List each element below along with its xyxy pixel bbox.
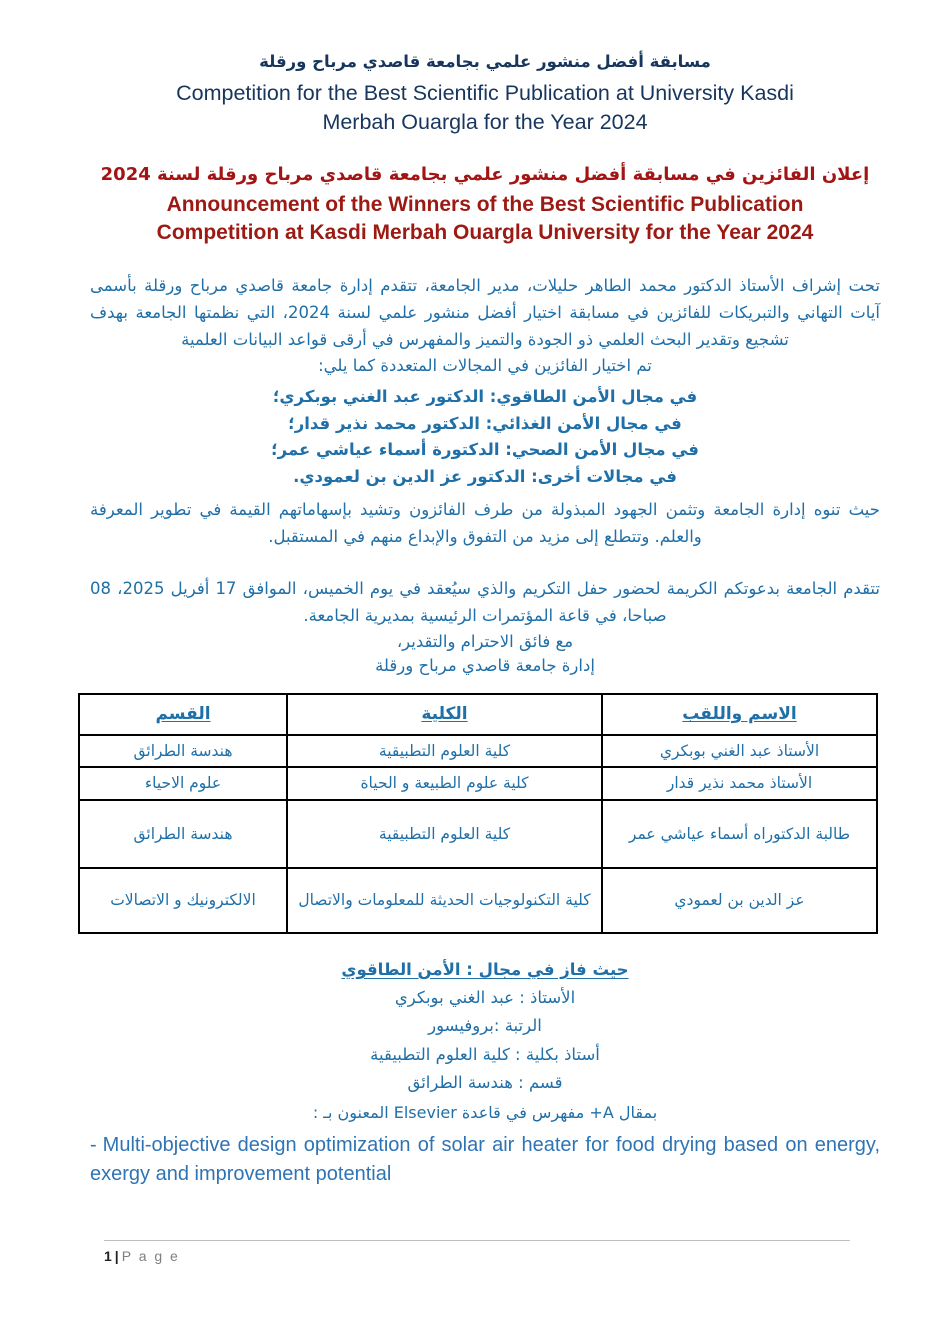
- footer-page-number: 1: [104, 1248, 112, 1264]
- article-bullet: -: [90, 1133, 97, 1156]
- table-row: [79, 735, 877, 767]
- cell-faculty: كلية علوم الطبيعة و الحياة: [287, 767, 602, 799]
- cell-name: الأستاذ محمد نذير قدار: [602, 767, 877, 799]
- announcement-arabic: إعلان الفائزين في مسابقة أفضل منشور علمي بجامعة قاصدي مرباح ورقلة لسنة 2024: [100, 163, 870, 185]
- cell-faculty: كلية التكنولوجيات الحديثة للمعلومات والاتصال: [287, 868, 602, 933]
- table-row: [79, 868, 877, 933]
- table-header-name: [602, 694, 877, 735]
- winner-detail-heading: حيث فاز في مجال : الأمن الطاقوي: [341, 959, 629, 979]
- cell-name: الأستاذ عبد الغني بوبكري: [602, 735, 877, 767]
- table-header-department: [79, 694, 287, 735]
- announcement-english: [90, 191, 880, 248]
- cell-name: عز الدين بن لعمودي: [602, 868, 877, 933]
- cell-faculty: كلية العلوم التطبيقية: [287, 735, 602, 767]
- announcement-english-line2: Competition at Kasdi Merbah Ouargla University for the Year 2024: [156, 221, 814, 245]
- table-header-row-group: [79, 694, 877, 735]
- announcement-heading: [90, 162, 880, 248]
- selection-line: تم اختيار الفائزين في المجالات المتعددة كما يلي:: [318, 356, 652, 376]
- table-header-department-label: القسم: [155, 704, 211, 725]
- winner-detail-professor: الأستاذ : عبد الغني بوبكري: [394, 987, 576, 1007]
- winner-field-energy: في مجال الأمن الطاقوي: الدكتور عبد الغني بوبكري؛: [272, 386, 698, 406]
- closing-line: مع فائق الاحترام والتقدير،: [396, 631, 574, 651]
- footer-divider: [104, 1240, 850, 1241]
- title-arabic: مسابقة أفضل منشور علمي بجامعة قاصدي مرباح ورقلة: [259, 52, 711, 71]
- winner-detail-faculty: أستاذ بكلية : كلية العلوم التطبيقية: [370, 1044, 600, 1064]
- winner-detail-department: قسم : هندسة الطرائق: [407, 1072, 563, 1092]
- title-english: [90, 79, 880, 137]
- winners-list: [90, 384, 880, 491]
- cell-faculty: كلية العلوم التطبيقية: [287, 800, 602, 868]
- cell-department: علوم الاحياء: [79, 767, 287, 799]
- table-header-name-label: الاسم واللقب: [682, 704, 797, 725]
- winner-field-food: في مجال الأمن الغذائي: الدكتور محمد نذير قدار؛: [288, 413, 682, 433]
- footer-page-indicator: [104, 1248, 850, 1264]
- winner-detail-block: [90, 956, 880, 1189]
- publication-note: بمقال A+ مفهرس في قاعدة Elsevier المعنون بـ :: [312, 1103, 658, 1123]
- announcement-english-line1: Announcement of the Winners of the Best Scientific Publication: [166, 192, 804, 216]
- article-title-text: Multi-objective design optimization of solar air heater for food drying based on energy, exergy and improvement potential: [90, 1133, 880, 1185]
- table-header-faculty-label: الكلية: [421, 704, 468, 725]
- article-title-block: [90, 1131, 880, 1189]
- footer-separator: |: [114, 1248, 119, 1264]
- title-english-line1: Competition for the Best Scientific Publication at University Kasdi: [176, 80, 794, 105]
- winners-table: [78, 693, 878, 934]
- table-body: [79, 735, 877, 933]
- footer-page-label: P a g e: [121, 1248, 180, 1264]
- table-row: [79, 800, 877, 868]
- winners-table-container: [78, 693, 876, 934]
- table-header-faculty: [287, 694, 602, 735]
- cell-department: هندسة الطرائق: [79, 800, 287, 868]
- winner-field-other: في مجالات أخرى: الدكتور عز الدين بن لعمودي.: [293, 467, 677, 487]
- cell-name: طالبة الدكتوراه أسماء عياشي عمر: [602, 800, 877, 868]
- cell-department: الالكترونيك و الاتصالات: [79, 868, 287, 933]
- page-content: [90, 0, 880, 1189]
- intro-paragraph: تحت إشراف الأستاذ الدكتور محمد الطاهر حليلات، مدير الجامعة، تتقدم إدارة جامعة قاصدي مرباح ورقلة بأسمى آيات التهاني والتبريكات للفائزين في مسابقة اختيار أفضل منشور علمي لسنة 2024، التي نظمتها الجامعة بهدف تشجيع وتقدير البحث العلمي ذو الجودة والتميز والمفهرس في أرقى قواعد البيانات العلمية: [90, 275, 880, 349]
- winner-field-health: في مجال الأمن الصحي: الدكتورة أسماء عياشي عمر؛: [271, 440, 699, 460]
- title-english-line2: Merbah Ouargla for the Year 2024: [322, 109, 648, 134]
- page-footer: [104, 1240, 850, 1264]
- table-row: [79, 767, 877, 799]
- document-header: [90, 0, 880, 137]
- praise-paragraph: حيث تنوه إدارة الجامعة وتثمن الجهود المبذولة من طرف الفائزون وتشيد بإسهاماتهم القيمة في تطوير المعرفة والعلم. وتتطلع إلى مزيد من التفوق والإبداع منهم في المستقبل.: [90, 499, 880, 546]
- winner-detail-rank: الرتبة :بروفيسور: [428, 1016, 542, 1036]
- cell-department: هندسة الطرائق: [79, 735, 287, 767]
- invitation-paragraph: تتقدم الجامعة بدعوتكم الكريمة لحضور حفل التكريم والذي سيُعقد في يوم الخميس، الموافق 17 أفريل 2025، 08 صباحا، في قاعة المؤتمرات الرئيسية بمديرية الجامعة.: [90, 579, 881, 625]
- signature-line: إدارة جامعة قاصدي مرباح ورقلة: [375, 656, 595, 676]
- table-header-row: [79, 694, 877, 735]
